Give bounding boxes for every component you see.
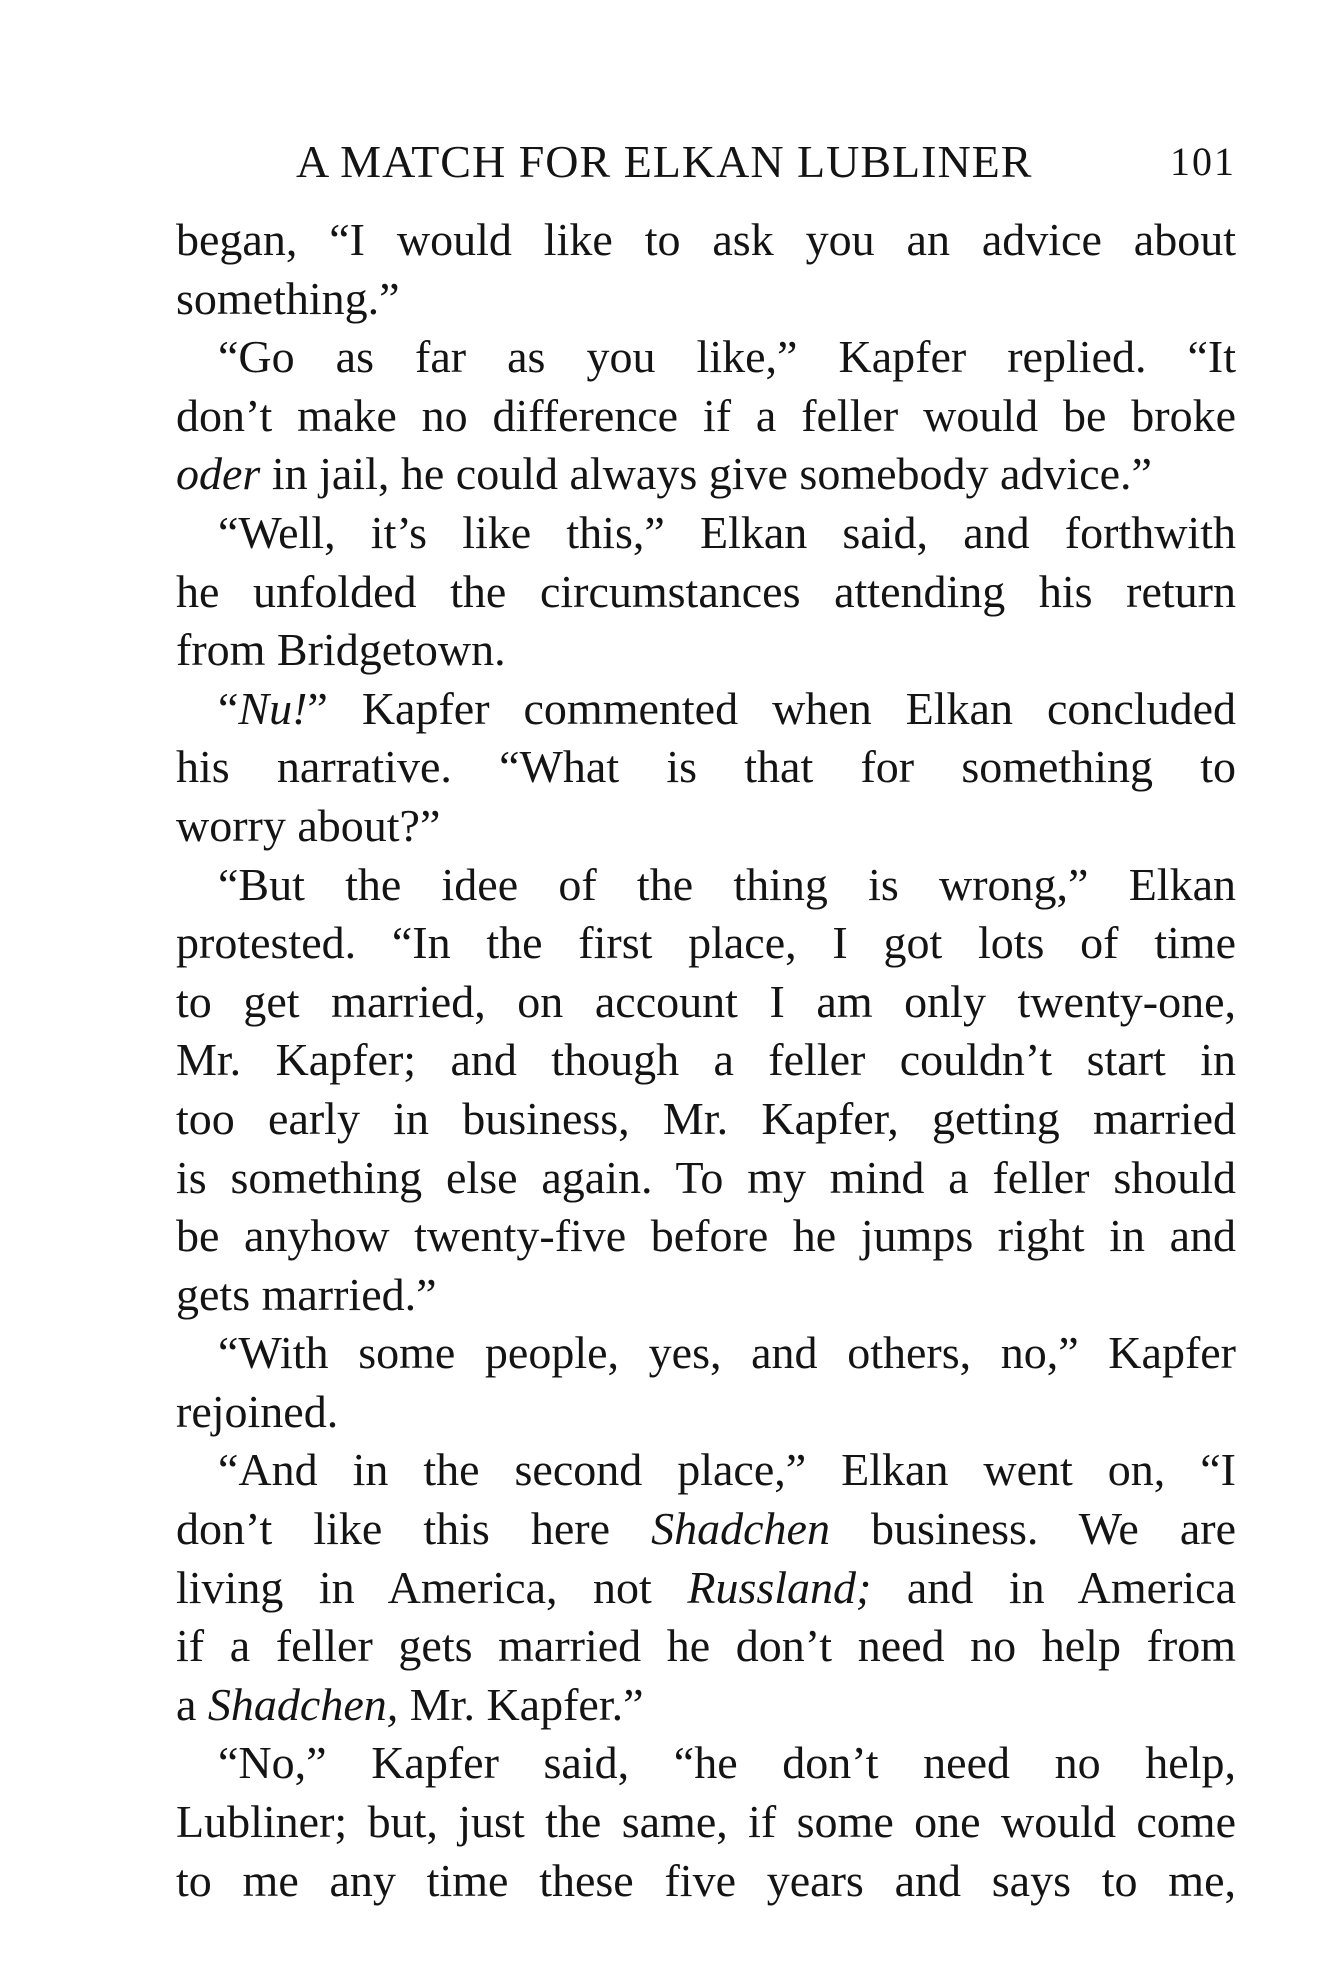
text-line: [176, 328, 1236, 387]
text-line: [176, 1031, 1236, 1090]
text-segment: “But the idee of the thing is wrong,” Elkan: [218, 858, 1236, 910]
text-segment: is something else again. To my mind a feller should: [176, 1151, 1236, 1203]
text-segment: Mr. Kapfer; and though a feller couldn’t start in: [176, 1034, 1236, 1086]
body-text: [176, 211, 1236, 1910]
text-segment: business. We are: [829, 1503, 1237, 1555]
text-segment: he unfolded the circumstances attending his return: [176, 565, 1236, 617]
text-segment: began, “I would like to ask you an advice about: [176, 214, 1236, 265]
running-head: [296, 132, 1236, 192]
text-segment: worry about?”: [176, 799, 441, 851]
text-segment: “Well, it’s like this,” Elkan said, and forthwith: [218, 506, 1236, 558]
text-segment: and in America: [871, 1561, 1236, 1613]
text-line: [176, 1617, 1236, 1676]
text-segment: from Bridgetown.: [176, 624, 506, 676]
text-line: [176, 1852, 1236, 1911]
text-segment: “And in the second place,” Elkan went on, “I: [218, 1444, 1236, 1496]
text-line: [176, 1149, 1236, 1208]
text-segment: something.”: [176, 272, 400, 324]
text-segment: rejoined.: [176, 1385, 339, 1437]
text-segment: to get married, on account I am only twenty-one,: [176, 975, 1236, 1027]
text-line: [176, 856, 1236, 915]
running-title: A MATCH FOR ELKAN LUBLINER: [296, 136, 1033, 187]
text-line: [176, 1500, 1236, 1559]
page-number: 101: [1170, 139, 1236, 184]
text-line: [176, 680, 1236, 739]
text-line: [176, 914, 1236, 973]
text-line: [176, 1793, 1236, 1852]
text-segment: to me any time these five years and says to me,: [176, 1854, 1236, 1906]
text-line: [176, 1441, 1236, 1500]
text-line: [176, 387, 1236, 446]
text-segment: gets married.”: [176, 1268, 437, 1320]
text-segment: his narrative. “What is that for something to: [176, 741, 1236, 793]
text-segment: protested. “In the first place, I got lots of time: [176, 917, 1236, 969]
italic-word: oder: [176, 448, 261, 500]
italic-word: Shadchen: [651, 1503, 830, 1555]
text-segment: if a feller gets married he don’t need no help from: [176, 1620, 1236, 1672]
text-line: [176, 797, 1236, 856]
text-segment: ” Kapfer commented when Elkan concluded: [307, 682, 1236, 734]
text-line: [176, 1266, 1236, 1325]
text-line: [176, 1559, 1236, 1618]
text-segment: “Go as far as you like,” Kapfer replied. “It: [218, 331, 1236, 383]
text-segment: don’t like this here: [176, 1503, 652, 1555]
text-segment: “No,” Kapfer said, “he don’t need no help,: [218, 1737, 1236, 1789]
italic-word: Shadchen,: [207, 1678, 399, 1730]
text-segment: “: [218, 682, 239, 734]
text-segment: Mr. Kapfer.”: [398, 1678, 644, 1730]
text-line: [176, 1207, 1236, 1266]
text-line: [176, 445, 1236, 504]
text-line: [176, 1383, 1236, 1442]
text-segment: in jail, he could always give somebody advice.”: [260, 448, 1152, 500]
text-line: [176, 270, 1236, 329]
text-segment: don’t make no difference if a feller would be broke: [176, 389, 1236, 441]
text-segment: a: [176, 1678, 208, 1730]
text-segment: be anyhow twenty-five before he jumps right in and: [176, 1210, 1236, 1262]
text-line: [176, 211, 1236, 270]
text-line: [176, 563, 1236, 622]
text-line: [176, 973, 1236, 1032]
text-segment: Lubliner; but, just the same, if some one would come: [176, 1796, 1236, 1848]
text-line: [176, 1734, 1236, 1793]
italic-word: Russland;: [687, 1561, 872, 1613]
text-line: [176, 504, 1236, 563]
text-segment: living in America, not: [176, 1561, 688, 1613]
text-segment: “With some people, yes, and others, no,” Kapfer: [218, 1327, 1236, 1379]
text-segment: too early in business, Mr. Kapfer, getting married: [176, 1092, 1236, 1144]
text-line: [176, 621, 1236, 680]
italic-word: Nu!: [238, 682, 308, 734]
text-line: [176, 1676, 1236, 1735]
text-line: [176, 738, 1236, 797]
text-line: [176, 1324, 1236, 1383]
text-line: [176, 1090, 1236, 1149]
